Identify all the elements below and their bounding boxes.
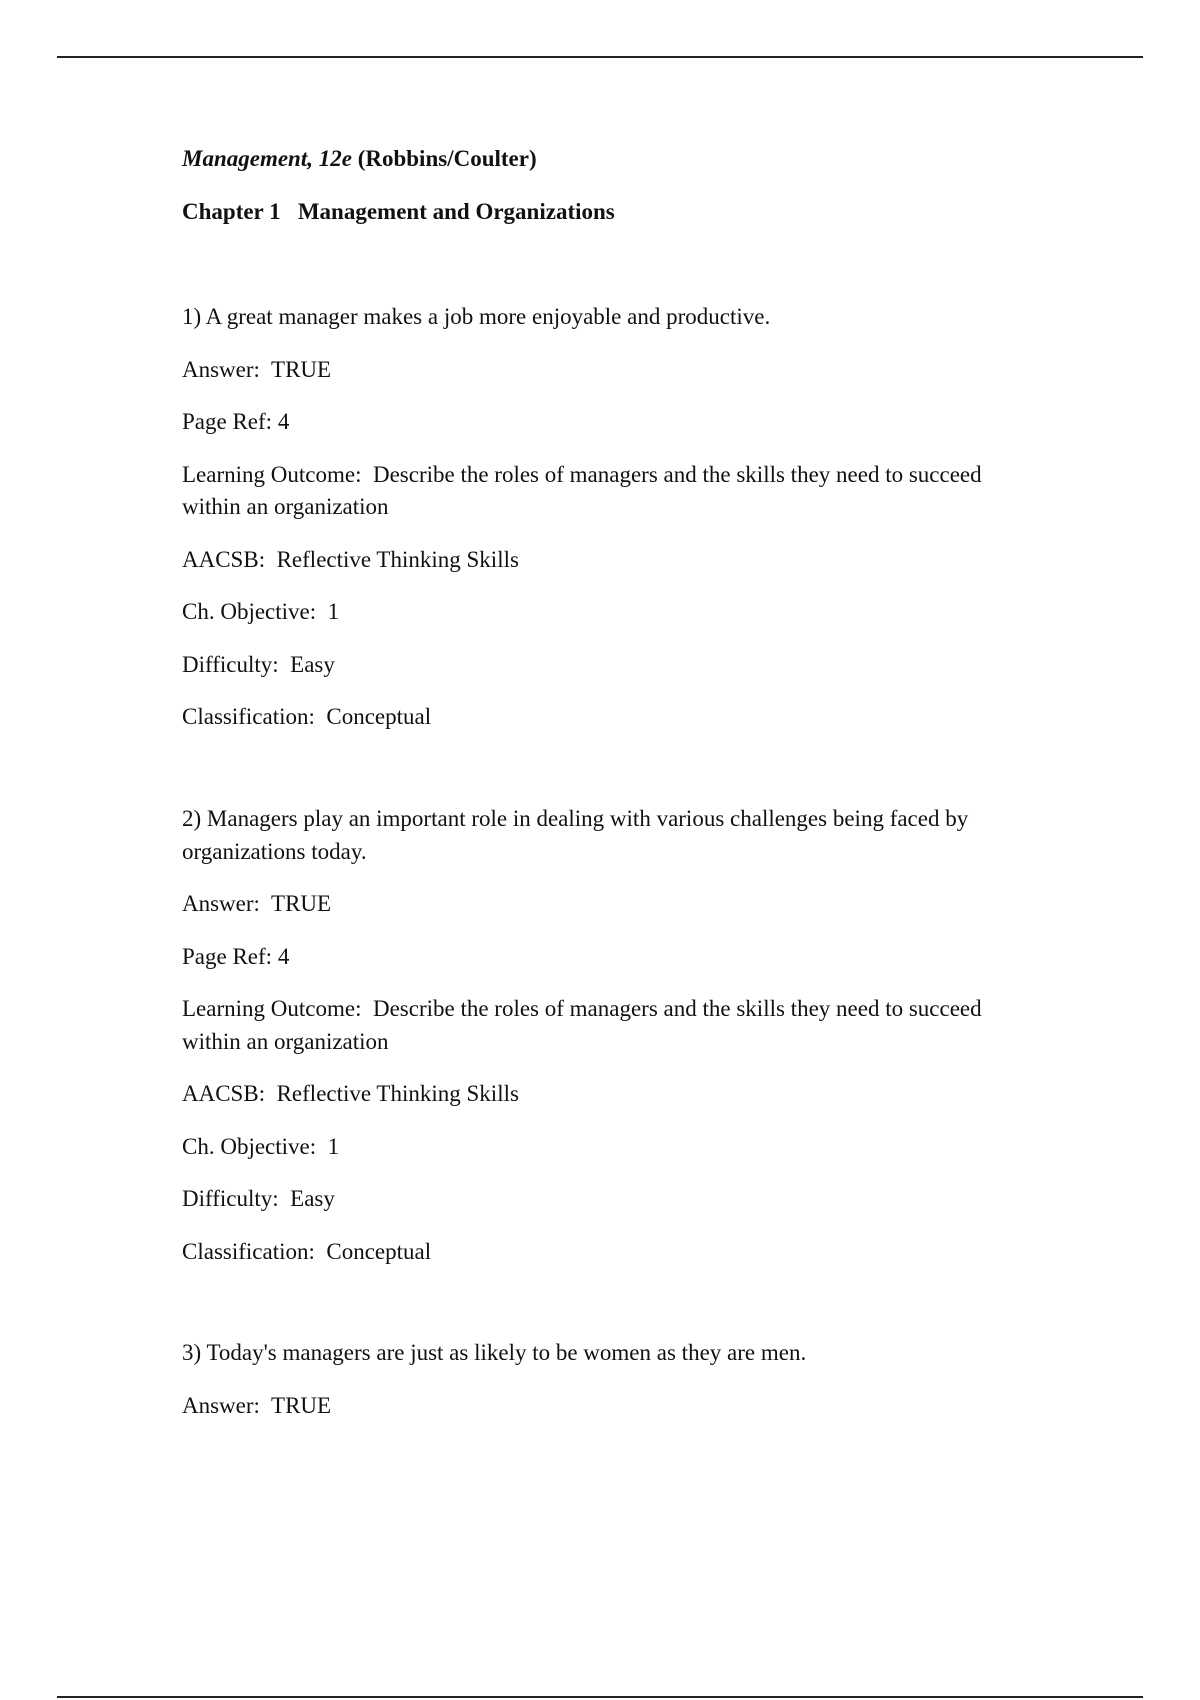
difficulty-line bbox=[182, 649, 1042, 682]
top-rule bbox=[57, 56, 1143, 58]
book-title-authors: (Robbins/Coulter) bbox=[351, 146, 537, 171]
objective-value: 1 bbox=[327, 599, 340, 624]
answer-label: Answer: bbox=[182, 1392, 272, 1418]
classification-label: Classification: bbox=[182, 1238, 327, 1264]
objective-line bbox=[182, 1131, 1042, 1164]
classification-label: Classification: bbox=[182, 704, 327, 729]
answer-line bbox=[182, 1390, 1042, 1423]
bottom-rule bbox=[57, 1696, 1143, 1698]
page-ref-value: 4 bbox=[277, 943, 290, 969]
page-ref-label: Page Ref: bbox=[182, 409, 278, 434]
page-ref-value: 4 bbox=[277, 409, 290, 434]
question-2 bbox=[182, 803, 1042, 1288]
aacsb-line bbox=[182, 1078, 1042, 1111]
objective-value: 1 bbox=[327, 1133, 340, 1159]
aacsb-line bbox=[182, 544, 1042, 577]
page-ref-line bbox=[182, 941, 1042, 974]
question-text: 3) Today's managers are just as likely to be women as they are men. bbox=[182, 1340, 807, 1365]
page-ref-label: Page Ref: bbox=[182, 943, 278, 969]
learning-outcome-label: Learning Outcome: bbox=[182, 996, 373, 1021]
question-text: 2) Managers play an important role in dealing with various challenges being faced by organizations today. bbox=[182, 806, 969, 864]
aacsb-value: Reflective Thinking Skills bbox=[276, 546, 519, 572]
aacsb-label: AACSB: bbox=[182, 546, 277, 572]
classification-line bbox=[182, 701, 1042, 734]
classification-line bbox=[182, 1236, 1042, 1269]
question-3 bbox=[182, 1337, 1042, 1442]
classification-value: Conceptual bbox=[326, 704, 432, 729]
objective-line bbox=[182, 596, 1042, 629]
answer-value: TRUE bbox=[271, 891, 332, 916]
question-text: 1) A great manager makes a job more enjoyable and productive. bbox=[182, 304, 771, 329]
difficulty-label: Difficulty: bbox=[182, 651, 291, 677]
book-title bbox=[182, 144, 537, 174]
aacsb-value: Reflective Thinking Skills bbox=[276, 1081, 519, 1106]
objective-label: Ch. Objective: bbox=[182, 1133, 328, 1159]
classification-value: Conceptual bbox=[326, 1238, 432, 1264]
question-1 bbox=[182, 301, 1042, 754]
difficulty-value: Easy bbox=[290, 1186, 335, 1211]
aacsb-label: AACSB: bbox=[182, 1081, 277, 1106]
answer-line bbox=[182, 888, 1042, 921]
page-ref-line bbox=[182, 406, 1042, 439]
learning-outcome-line bbox=[182, 459, 1042, 524]
answer-label: Answer: bbox=[182, 356, 272, 382]
learning-outcome-label: Learning Outcome: bbox=[182, 461, 373, 487]
answer-value: TRUE bbox=[271, 1392, 332, 1418]
answer-value: TRUE bbox=[271, 356, 332, 382]
chapter-title: Chapter 1 Management and Organizations bbox=[182, 199, 615, 224]
difficulty-value: Easy bbox=[290, 651, 335, 677]
answer-line bbox=[182, 354, 1042, 387]
learning-outcome-value: Describe the roles of managers and the skills they need to succeed within an organization bbox=[182, 461, 982, 519]
book-title-italic: Management, 12e bbox=[182, 146, 352, 171]
learning-outcome-value: Describe the roles of managers and the skills they need to succeed within an organization bbox=[182, 996, 982, 1054]
objective-label: Ch. Objective: bbox=[182, 599, 328, 624]
difficulty-line bbox=[182, 1183, 1042, 1216]
difficulty-label: Difficulty: bbox=[182, 1186, 291, 1211]
learning-outcome-line bbox=[182, 993, 1042, 1058]
answer-label: Answer: bbox=[182, 891, 272, 916]
